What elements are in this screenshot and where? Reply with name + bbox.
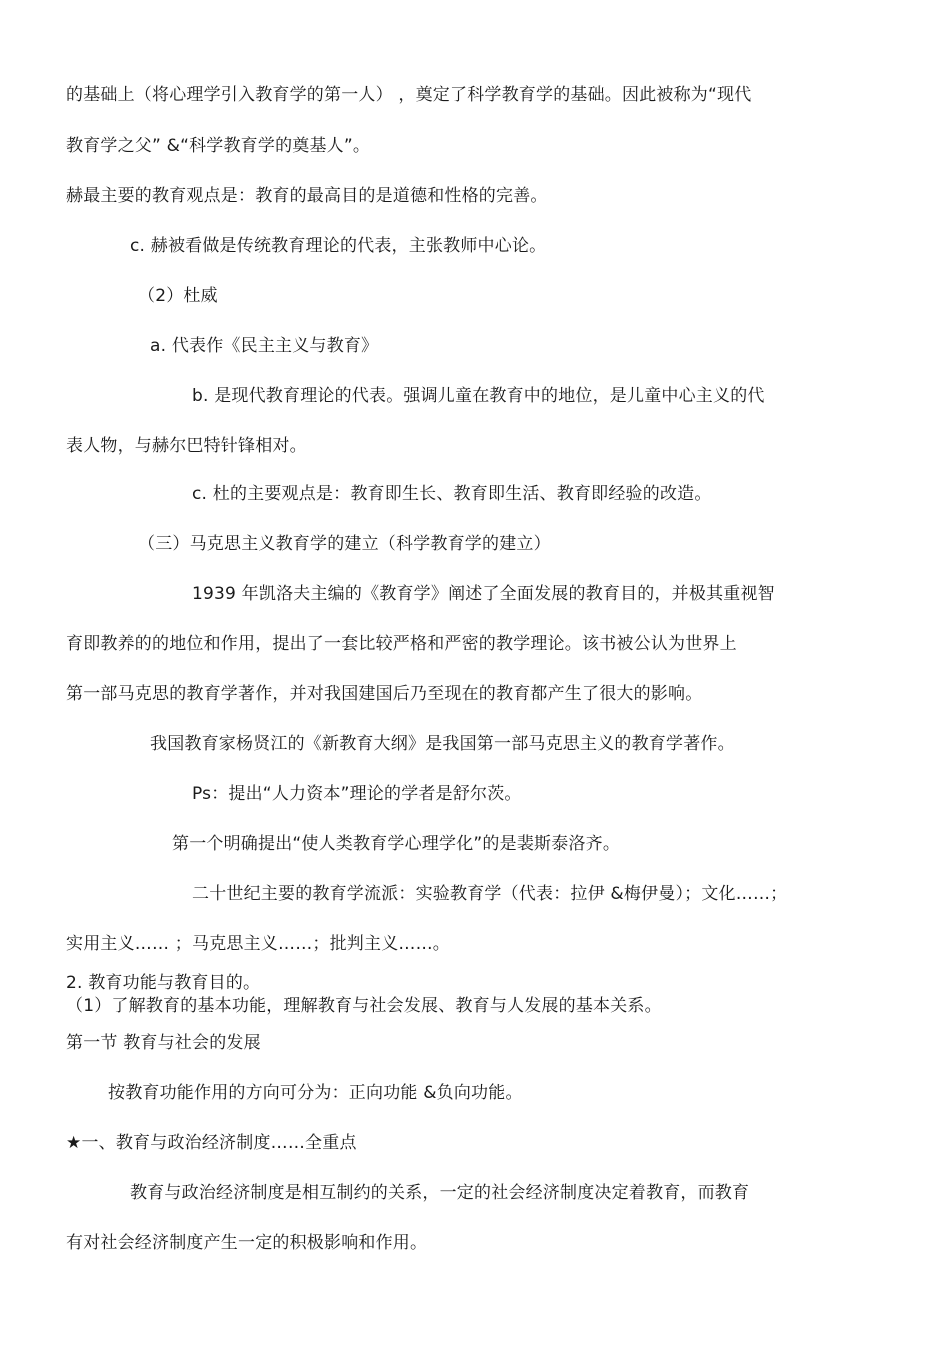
text-line: 表人物，与赫尔巴特针锋相对。 xyxy=(66,436,307,456)
text-line: b. 是现代教育理论的代表。强调儿童在教育中的地位，是儿童中心主义的代 xyxy=(192,386,765,406)
text-line: 按教育功能作用的方向可分为：正向功能 &负向功能。 xyxy=(108,1083,523,1103)
text-line: a. 代表作《民主主义与教育》 xyxy=(150,336,379,356)
section-heading: ★一、教育与政治经济制度……全重点 xyxy=(66,1133,357,1153)
text-line: 第一个明确提出“使人类教育学心理学化”的是裴斯泰洛齐。 xyxy=(172,834,621,854)
text-line: 1939 年凯洛夫主编的《教育学》阐述了全面发展的教育目的，并极其重视智 xyxy=(192,584,775,604)
section-heading: （三）马克思主义教育学的建立（科学教育学的建立） xyxy=(138,534,551,554)
text-line: 教育与政治经济制度是相互制约的关系，一定的社会经济制度决定着教育，而教育 xyxy=(130,1183,750,1203)
section-heading: （2）杜威 xyxy=(138,286,218,306)
text-line: 育即教养的的地位和作用，提出了一套比较严格和严密的教学理论。该书被公认为世界上 xyxy=(66,634,737,654)
text-line: 实用主义…… ；马克思主义……；批判主义……。 xyxy=(66,934,451,954)
section-heading: 第一节 教育与社会的发展 xyxy=(66,1033,261,1053)
text-line: 的基础上（将心理学引入教育学的第一人） ，奠定了科学教育学的基础。因此被称为“现代 xyxy=(66,85,752,105)
text-line: 二十世纪主要的教育学流派：实验教育学（代表：拉伊 &梅伊曼）；文化……； xyxy=(192,884,788,904)
text-line: 赫最主要的教育观点是：教育的最高目的是道德和性格的完善。 xyxy=(66,186,548,206)
text-line: c. 赫被看做是传统教育理论的代表，主张教师中心论。 xyxy=(130,236,547,256)
section-heading: 2. 教育功能与教育目的。 xyxy=(66,973,261,993)
text-line: 第一部马克思的教育学著作，并对我国建国后乃至现在的教育都产生了很大的影响。 xyxy=(66,684,703,704)
text-line: （1）了解教育的基本功能，理解教育与社会发展、教育与人发展的基本关系。 xyxy=(66,996,662,1016)
text-line: 教育学之父” &“科学教育学的奠基人”。 xyxy=(66,136,371,156)
text-line: c. 杜的主要观点是：教育即生长、教育即生活、教育即经验的改造。 xyxy=(192,484,712,504)
text-line: 我国教育家杨贤江的《新教育大纲》是我国第一部马克思主义的教育学著作。 xyxy=(150,734,735,754)
text-line: Ps：提出“人力资本”理论的学者是舒尔茨。 xyxy=(192,784,522,804)
text-line: 有对社会经济制度产生一定的积极影响和作用。 xyxy=(66,1233,428,1253)
